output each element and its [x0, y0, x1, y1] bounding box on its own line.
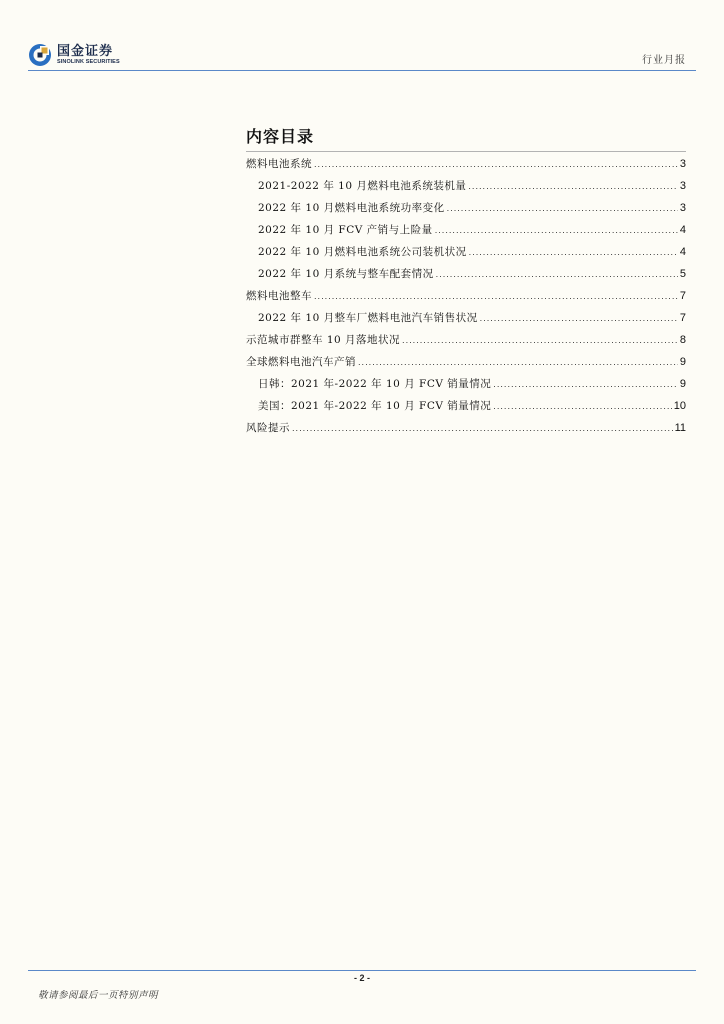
toc-entry[interactable] [246, 329, 686, 351]
toc-entry-title: 2022 年 10 月 FCV 产销与上险量 [258, 224, 433, 236]
header-divider [28, 70, 696, 71]
toc-entry[interactable] [246, 197, 686, 219]
toc-dot-leader [493, 396, 671, 418]
toc-dot-leader [435, 220, 678, 242]
toc-entry-page: 7 [679, 312, 686, 324]
toc-dot-leader [480, 308, 678, 330]
toc-entry-page: 3 [679, 180, 686, 192]
toc-entry-page: 11 [674, 422, 686, 434]
sinolink-logo-icon [28, 43, 52, 67]
toc-dot-leader [314, 154, 678, 176]
brand-name-cn: 国金证券 [57, 44, 114, 59]
toc-entry-title: 美国：2021 年-2022 年 10 月 FCV 销量情况 [258, 400, 492, 412]
report-type-label: 行业月报 [642, 55, 686, 66]
toc-title-divider [246, 151, 686, 152]
toc-entry-page: 4 [679, 224, 686, 236]
toc-dot-leader [292, 418, 673, 440]
toc-list [246, 153, 686, 439]
footer-divider [28, 970, 696, 971]
toc-entry-title: 风险提示 [246, 422, 290, 434]
toc-entry[interactable] [246, 395, 686, 417]
toc-entry-page: 3 [679, 202, 686, 214]
toc-entry-title: 全球燃料电池汽车产销 [246, 356, 356, 368]
toc-entry[interactable] [246, 307, 686, 329]
toc-entry-page: 10 [673, 400, 686, 412]
toc-entry-title: 2022 年 10 月燃料电池系统公司装机状况 [258, 246, 467, 258]
toc-entry-title: 燃料电池整车 [246, 290, 312, 302]
table-of-contents [246, 124, 686, 434]
toc-dot-leader [447, 198, 678, 220]
brand-wordmark [57, 44, 120, 66]
brand-logo [28, 40, 120, 70]
toc-entry-title: 2021-2022 年 10 月燃料电池系统装机量 [258, 180, 467, 192]
toc-entry-page: 9 [679, 356, 686, 368]
toc-dot-leader [436, 264, 678, 286]
toc-entry-page: 5 [679, 268, 686, 280]
toc-entry[interactable] [246, 351, 686, 373]
page-number: - 2 - [353, 973, 370, 983]
toc-dot-leader [468, 176, 678, 198]
toc-entry-title: 示范城市群整车 10 月落地状况 [246, 334, 401, 346]
toc-entry[interactable] [246, 373, 686, 395]
toc-entry[interactable] [246, 153, 686, 175]
toc-title: 内容目录 [246, 127, 315, 146]
toc-entry-page: 8 [679, 334, 686, 346]
toc-dot-leader [314, 286, 678, 308]
toc-entry-title: 2022 年 10 月燃料电池系统功率变化 [258, 202, 445, 214]
toc-entry[interactable] [246, 241, 686, 263]
page-header [0, 0, 724, 72]
toc-dot-leader [469, 242, 678, 264]
toc-entry[interactable] [246, 285, 686, 307]
toc-entry[interactable] [246, 263, 686, 285]
disclaimer-note: 敬请参阅最后一页特别声明 [38, 990, 159, 1001]
toc-entry-page: 3 [679, 158, 686, 170]
toc-entry-page: 4 [679, 246, 686, 258]
toc-entry[interactable] [246, 219, 686, 241]
brand-name-en: SINOLINK SECURITIES [57, 59, 120, 65]
toc-dot-leader [493, 374, 678, 396]
toc-entry-title: 2022 年 10 月系统与整车配套情况 [258, 268, 434, 280]
toc-entry-title: 2022 年 10 月整车厂燃料电池汽车销售状况 [258, 312, 478, 324]
toc-entry[interactable] [246, 175, 686, 197]
toc-entry[interactable] [246, 417, 686, 439]
toc-entry-page: 9 [679, 378, 686, 390]
toc-dot-leader [402, 330, 678, 352]
toc-dot-leader [358, 352, 678, 374]
toc-entry-title: 燃料电池系统 [246, 158, 312, 170]
toc-entry-page: 7 [679, 290, 686, 302]
toc-entry-title: 日韩：2021 年-2022 年 10 月 FCV 销量情况 [258, 378, 492, 390]
